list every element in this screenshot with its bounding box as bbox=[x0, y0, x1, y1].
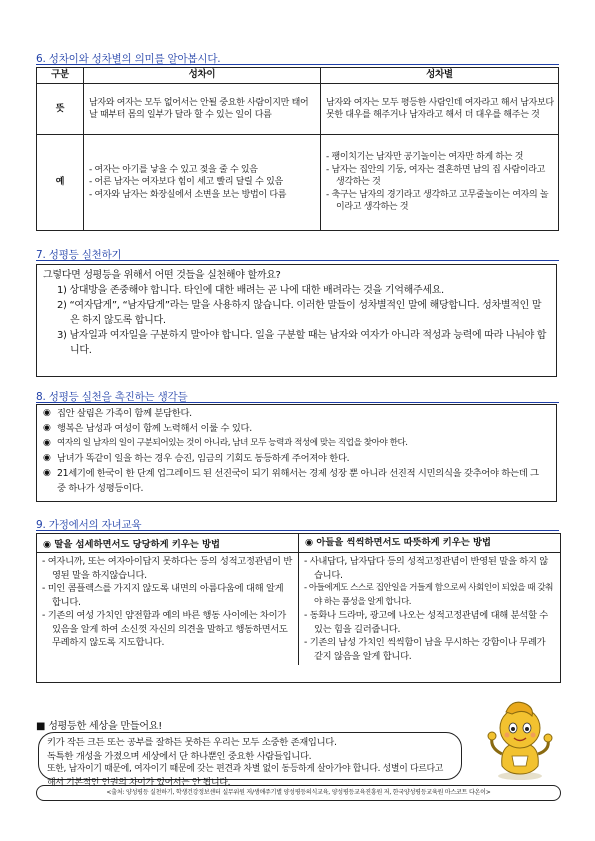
section-9-rule bbox=[36, 530, 559, 531]
list-item: - 팽이치기는 남자만 공기놀이는 여자만 하게 하는 것 bbox=[326, 152, 524, 163]
daughter-column bbox=[37, 553, 298, 665]
section-9-title: 9. 가정에서의 자녀교육 bbox=[36, 519, 142, 531]
list-item: - 축구는 남자의 경기라고 생각하고 고무줄놀이는 여자의 놀이라고 생각하는 것 bbox=[326, 189, 549, 213]
thought-item: ◉ 남녀가 똑같이 일을 하는 경우 승진, 임금의 기회도 동등하게 주어져야 한다. bbox=[43, 453, 350, 464]
example-chabyeol bbox=[321, 135, 559, 231]
section-6-title: 6. 성차이와 성차별의 의미를 알아봅시다. bbox=[36, 53, 221, 65]
section-7-title: 7. 성평등 실천하기 bbox=[36, 249, 122, 261]
practice-item: 1) 상대방을 존중해야 합니다. 타인에 대한 배려는 곧 나에 대한 배려라는 것을 기억해주세요. bbox=[57, 285, 444, 296]
meaning-chabyeol: 남자와 여자는 모두 평등한 사람인데 여자라고 해서 남자보다 못한 대우를 해주거나 남자라고 해서 더 대우를 해주는 것 bbox=[321, 84, 559, 135]
difference-table bbox=[36, 67, 559, 231]
bullet-icon: ◉ bbox=[43, 408, 51, 418]
thought-item: ◉ 행복은 남성과 여성이 함께 노력해서 이룰 수 있다. bbox=[43, 423, 252, 434]
thought-item: ◉ 21세기에 한국이 한 단계 업그레이드 된 선진국이 되기 위해서는 경제 성장 뿐 아니라 선진적 시민의식을 갖추어야 하는데 그 중 하나가 성평등이다. bbox=[43, 468, 539, 494]
list-item: - 여자는 아기를 낳을 수 있고 젖을 줄 수 있음 bbox=[89, 164, 258, 175]
practice-item: 2) “여자답게”, “남자답게”라는 말을 사용하지 않습니다. 이러한 말들이 성차별적인 말에 해당합니다. 성차별적인 말은 하지 않도록 합니다. bbox=[57, 300, 542, 326]
list-item: - 여자와 남자는 화장실에서 소변을 보는 방법이 다름 bbox=[89, 189, 287, 200]
thoughts-box bbox=[36, 404, 557, 502]
section-8-rule bbox=[36, 402, 559, 403]
list-item: - 기존의 남성 가치인 씩씩함이 남을 무시하는 강함이나 무례가 같지 않음을 알게 합니다. bbox=[304, 637, 546, 662]
bullet-icon: ◉ bbox=[43, 468, 51, 478]
bullet-icon: ◉ bbox=[43, 438, 51, 448]
speech-bubble bbox=[38, 732, 462, 788]
closing-line: 키가 작든 크든 또는 공부를 잘하든 못하든 우리는 모두 소중한 존재입니다. bbox=[47, 737, 337, 748]
list-item: - 남자는 집안의 기둥, 여자는 결혼하면 남의 집 사람이라고 생각하는 것 bbox=[326, 164, 546, 188]
practice-item: 3) 남자일과 여자일을 구분하지 말아야 합니다. 일을 구분할 때는 남자와 여자가 아니라 적성과 능력에 따라 나눠야 합니다. bbox=[57, 330, 547, 356]
section-6-rule bbox=[36, 64, 559, 65]
list-item: - 아들에게도 스스로 집안일을 거들게 함으로써 사회인이 되었을 때 갖춰야 하는 품성을 알게 합니다. bbox=[304, 583, 553, 607]
practice-box bbox=[36, 264, 557, 377]
list-item: - 사내답다, 남자답다 등의 성적고정관념이 반영된 말을 하지 않습니다. bbox=[304, 556, 548, 581]
list-item: - 동화나 드라마, 광고에 나오는 성적고정관념에 대해 분석할 수 있는 힘을 길러줍니다. bbox=[304, 610, 548, 635]
section-7-rule bbox=[36, 260, 559, 261]
closing-title: ■ 성평등한 세상을 만들어요! bbox=[36, 721, 163, 732]
list-item: - 미인 콤플렉스를 가지지 않도록 내면의 아름다움에 대해 알게 합니다. bbox=[42, 583, 284, 608]
son-header: ◉ 아들을 씩씩하면서도 따뜻하게 키우는 방법 bbox=[298, 534, 560, 552]
header-gubun: 구분 bbox=[37, 68, 84, 84]
list-item: - 기존의 여성 가치인 얌전함과 예의 바른 행동 사이에는 차이가 있음을 알게 하여 소신껏 자신의 의견을 말하고 행동하면서도 무례하지 않도록 지도합니다. bbox=[42, 610, 288, 648]
thought-item: ◉ 집안 살림은 가족이 함께 분담한다. bbox=[43, 408, 192, 419]
source-footer: <출처: 양성평등 실천하기, 학생건강정보센터 실무위원 저/생애주기별 양성평등의식교육, 양성평등교육진흥원 저, 한국양성평등교육원 마스코트 다온이> bbox=[36, 785, 561, 801]
parenting-table bbox=[36, 533, 561, 683]
bullet-icon: ◉ bbox=[43, 453, 51, 463]
row-example-label: 예 bbox=[37, 135, 84, 231]
header-chabyeol: 성차별 bbox=[321, 68, 559, 84]
meaning-chai: 남자와 여자는 모두 없어서는 안될 중요한 사람이지만 태어날 때부터 몸의 일부가 달라 할 수 있는 일이 다름 bbox=[84, 84, 321, 135]
daughter-header: ◉ 딸을 섬세하면서도 당당하게 키우는 방법 bbox=[43, 539, 220, 550]
son-column bbox=[298, 553, 560, 665]
parenting-body bbox=[37, 553, 560, 665]
thought-item: ◉ 여자의 일 남자의 일이 구분되어있는 것이 아니라, 남녀 모두 능력과 적성에 맞는 직업을 찾아야 한다. bbox=[37, 436, 556, 451]
mascot-icon bbox=[482, 696, 558, 782]
closing-line: 독특한 개성을 가졌으며 세상에서 단 하나뿐인 중요한 사람들입니다. bbox=[47, 750, 312, 762]
row-meaning-label: 뜻 bbox=[37, 84, 84, 135]
bullet-icon: ◉ bbox=[43, 423, 51, 433]
header-chai: 성차이 bbox=[84, 68, 321, 84]
practice-intro: 그렇다면 성평등을 위해서 어떤 것들을 실천해야 할까요? bbox=[43, 270, 281, 281]
list-item: - 어른 남자는 여자보다 힘이 세고 빨리 달릴 수 있음 bbox=[89, 177, 283, 188]
example-chai bbox=[84, 135, 321, 231]
closing-line: 또한, 남자이기 때문에, 여자이기 때문에 갖는 편견과 차별 없이 동등하게 살아가야 합니다. 성별이 다르다고 해서 기본적인 인권의 차이가 있어서는 안 됩니다. bbox=[47, 764, 444, 788]
parenting-header bbox=[37, 534, 560, 553]
list-item: - 여자니까, 또는 여자아이답지 못하다는 등의 성적고정관념이 반영된 말을 하지않습니다. bbox=[42, 556, 292, 581]
section-8-title: 8. 성평등 실천을 촉진하는 생각들 bbox=[36, 391, 188, 403]
